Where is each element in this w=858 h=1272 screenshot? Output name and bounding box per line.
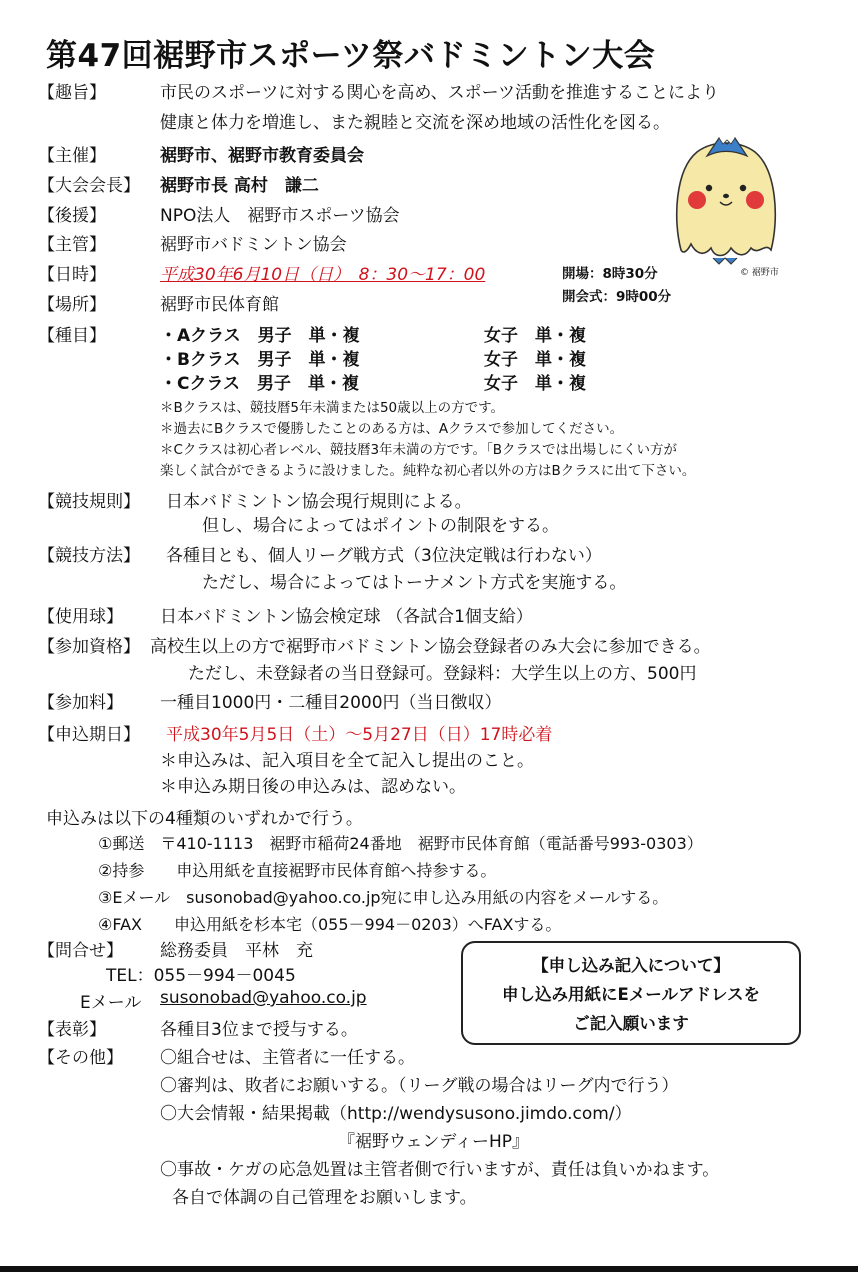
mascot-illustration <box>667 130 785 266</box>
ceremony-time: 開会式：9時00分 <box>562 289 672 305</box>
contact-label: 【問合せ】 <box>38 941 123 961</box>
venue-label: 【場所】 <box>38 295 106 315</box>
event-note-3: ＊Cクラスは初心者レベル、競技暦3年未満の方です。「Bクラスでは出場しにくい方が <box>160 442 678 458</box>
method-line-1: 各種目とも、個人リーグ戦方式（3位決定戦は行わない） <box>166 546 602 566</box>
event-row-a-women: 女子 単・複 <box>484 326 586 346</box>
contact-tel: TEL：055－994－0045 <box>106 966 296 986</box>
other-line-6: 各自で体調の自己管理をお願いします。 <box>172 1188 477 1208</box>
purpose-line-2: 健康と体力を増進し、また親睦と交流を深め地域の活性化を図る。 <box>160 113 670 133</box>
event-row-b-men: ・Bクラス 男子 単・複 <box>160 350 360 370</box>
other-line-5: 〇事故・ケガの応急処置は主管者側で行いますが、責任は負いかねます。 <box>160 1160 720 1180</box>
ball-label: 【使用球】 <box>38 607 123 627</box>
fee-value: 一種目1000円・二種目2000円（当日徴収） <box>160 693 502 713</box>
host-value: 裾野市、裾野市教育委員会 <box>160 146 364 166</box>
host-label: 【主催】 <box>38 146 106 166</box>
notice-box <box>461 941 801 1045</box>
apply-method-bring: ②持参 申込用紙を直接裾野市民体育館へ持参する。 <box>98 861 497 880</box>
chair-value: 裾野市長 高村 謙二 <box>160 176 319 196</box>
chair-label: 【大会会長】 <box>38 176 140 196</box>
notice-line-2: 申し込み用紙にEメールアドレスを <box>502 985 760 1004</box>
apply-method-fax: ④FAX 申込用紙を杉本宅（055－994－0203）へFAXする。 <box>98 915 562 934</box>
event-row-a-men: ・Aクラス 男子 単・複 <box>160 326 360 346</box>
event-note-1: ＊Bクラスは、競技暦5年未満または50歳以上の方です。 <box>160 400 505 416</box>
rules-line-1: 日本バドミントン協会現行規則による。 <box>166 492 472 512</box>
other-line-1: 〇組合せは、主管者に一任する。 <box>160 1048 415 1068</box>
page-title: 第47回裾野市スポーツ祭バドミントン大会 <box>46 38 656 74</box>
other-line-2: 〇審判は、敗者にお願いする。（リーグ戦の場合はリーグ内で行う） <box>160 1076 679 1096</box>
notice-heading: 【申し込み記入について】 <box>532 956 730 975</box>
event-note-4: 楽しく試合ができるように設けました。純粋な初心者以外の方はBクラスに出て下さい。 <box>160 463 696 479</box>
fee-label: 【参加料】 <box>38 693 123 713</box>
apply-method-mail: ①郵送 〒410-1113 裾野市稲荷24番地 裾野市民体育館（電話番号993-0303） <box>98 834 703 853</box>
date-label: 【日時】 <box>38 265 106 285</box>
notice-line-3: ご記入願います <box>573 1014 689 1033</box>
deadline-note-1: ＊申込みは、記入項目を全て記入し提出のこと。 <box>160 751 534 771</box>
award-value: 各種目3位まで授与する。 <box>160 1020 358 1040</box>
events-label: 【種目】 <box>38 326 106 346</box>
award-label: 【表彰】 <box>38 1020 106 1040</box>
event-row-b-women: 女子 単・複 <box>484 350 586 370</box>
date-value: 平成30年6月10日（日） 8：30～17：00 <box>160 265 486 285</box>
method-label: 【競技方法】 <box>38 546 140 566</box>
apply-method-email: ③Eメール susonobad@yahoo.co.jp宛に申し込み用紙の内容をメールする。 <box>98 888 669 907</box>
other-line-4: 『裾野ウェンディーHP』 <box>338 1132 529 1152</box>
purpose-line-1: 市民のスポーツに対する関心を高め、スポーツ活動を推進することにより <box>160 83 719 103</box>
organizer-value: 裾野市バドミントン協会 <box>160 235 347 255</box>
eligibility-label: 【参加資格】 <box>38 637 140 657</box>
method-line-2: ただし、場合によってはトーナメント方式を実施する。 <box>202 573 627 593</box>
open-time: 開場：8時30分 <box>562 266 658 282</box>
rules-line-2: 但し、場合によってはポイントの制限をする。 <box>202 516 559 536</box>
apply-intro: 申込みは以下の4種類のいずれかで行う。 <box>46 809 363 829</box>
contact-email-link[interactable]: susonobad@yahoo.co.jp <box>160 988 367 1008</box>
ball-value: 日本バドミントン協会検定球 （各試合1個支給） <box>160 607 533 627</box>
deadline-label: 【申込期日】 <box>38 725 140 745</box>
contact-person: 総務委員 平林 充 <box>160 941 313 961</box>
deadline-value: 平成30年5月5日（土）～5月27日（日）17時必着 <box>166 725 553 745</box>
copyright-text: © 裾野市 <box>740 268 779 278</box>
support-value: NPO法人 裾野市スポーツ協会 <box>160 206 400 226</box>
other-label: 【その他】 <box>38 1048 123 1068</box>
event-row-c-men: ・Cクラス 男子 単・複 <box>160 374 359 394</box>
deadline-note-2: ＊申込み期日後の申込みは、認めない。 <box>160 777 466 797</box>
other-line-3: 〇大会情報・結果掲載（http://wendysusono.jimdo.com/） <box>160 1104 632 1124</box>
purpose-label: 【趣旨】 <box>38 83 106 103</box>
support-label: 【後援】 <box>38 206 106 226</box>
event-note-2: ＊過去にBクラスで優勝したことのある方は、Aクラスで参加してください。 <box>160 421 624 437</box>
contact-email-label: Eメール <box>80 993 142 1013</box>
event-row-c-women: 女子 単・複 <box>484 374 586 394</box>
eligibility-line-1: 高校生以上の方で裾野市バドミントン協会登録者のみ大会に参加できる。 <box>150 637 711 657</box>
eligibility-line-2: ただし、未登録者の当日登録可。登録料：大学生以上の方、500円 <box>188 664 697 684</box>
venue-value: 裾野市民体育館 <box>160 295 279 315</box>
rules-label: 【競技規則】 <box>38 492 140 512</box>
organizer-label: 【主管】 <box>38 235 106 255</box>
bottom-border <box>0 1266 858 1272</box>
